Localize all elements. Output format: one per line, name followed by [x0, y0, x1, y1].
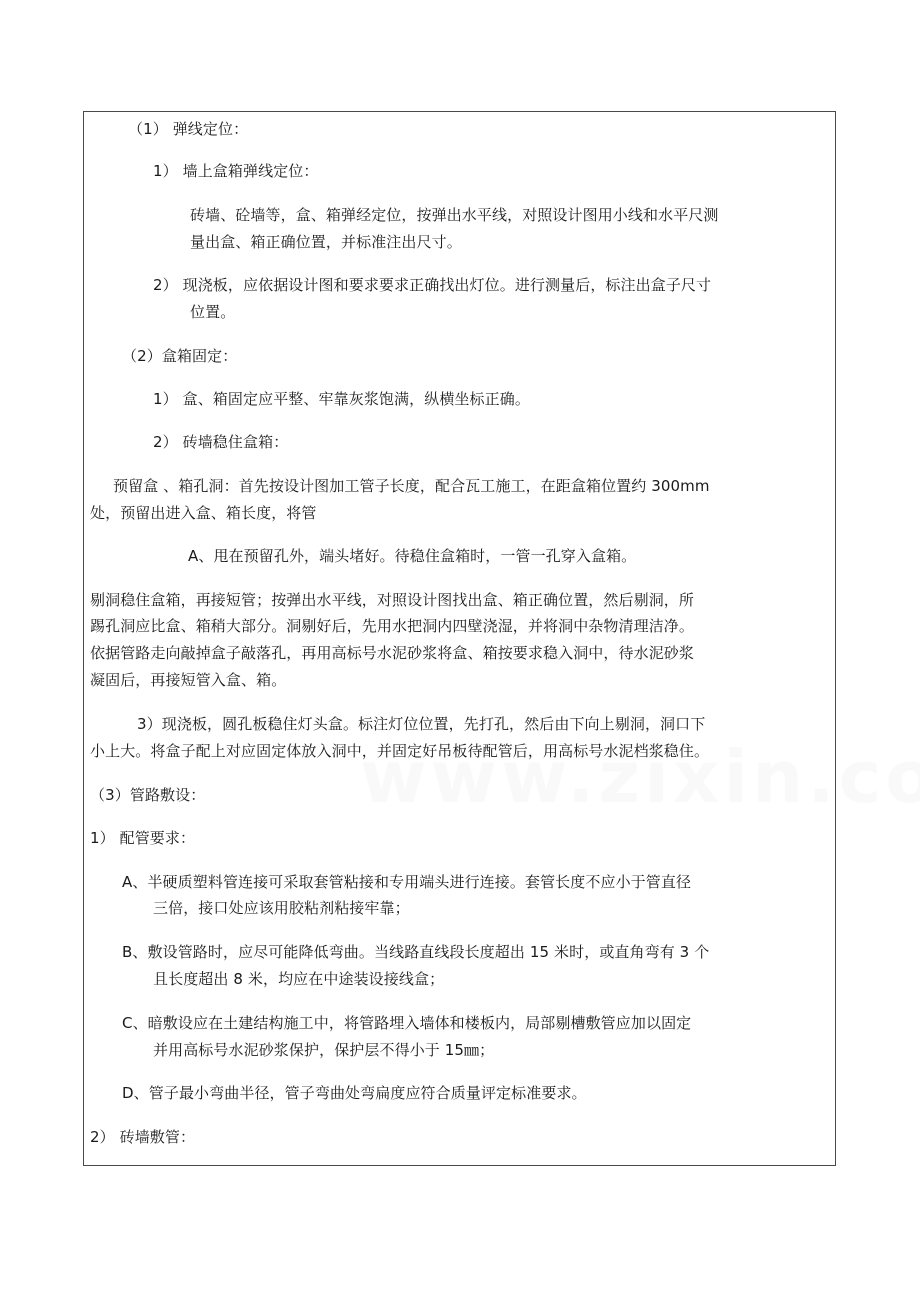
- list-item-a: A、半硬质塑料管连接可采取套管粘接和专用端头进行连接。套管长度不应小于管直径: [122, 873, 692, 891]
- item-2-2-heading: 2） 砖墙稳住盒箱：: [153, 433, 289, 451]
- section-3-heading: （3）管路敷设：: [90, 786, 206, 804]
- paragraph-line: 砖墙、砼墙等，盒、箱弹经定位，按弹出水平线，对照设计图用小线和水平尺测: [190, 206, 719, 224]
- paragraph-line: 依据管路走向敲掉盒子敲落孔，再用高标号水泥砂浆将盒、箱按要求稳入洞中，待水泥砂浆: [90, 644, 695, 662]
- item-2-1-line: 1） 盒、箱固定应平整、牢靠灰浆饱满，纵横坐标正确。: [153, 390, 530, 408]
- item-1-1-heading: 1） 墙上盒箱弹线定位：: [153, 162, 319, 180]
- paragraph-line: A、甩在预留孔外，端头堵好。待稳住盒箱时，一管一孔穿入盒箱。: [188, 547, 637, 565]
- item-2-3-line: 3）现浇板，圆孔板稳住灯头盒。标注灯位位置，先打孔，然后由下向上剔洞，洞口下: [137, 715, 706, 733]
- paragraph-line: 量出盒、箱正确位置，并标准注出尺寸。: [190, 233, 462, 251]
- document-frame: [83, 111, 836, 1166]
- paragraph-line: 且长度超出 8 米，均应在中途装设接线盒；: [153, 970, 445, 988]
- paragraph-line: 剔洞稳住盒箱，再接短管；按弹出水平线，对照设计图找出盒、箱正确位置，然后剔洞，所: [90, 591, 695, 609]
- item-3-2-heading: 2） 砖墙敷管：: [90, 1128, 196, 1146]
- paragraph-line: 凝固后，再接短管入盒、箱。: [90, 671, 287, 689]
- paragraph-line: 小上大。将盒子配上对应固定体放入洞中，并固定好吊板待配管后，用高标号水泥档浆稳住。: [90, 742, 710, 760]
- item-1-2-line: 2） 现浇板，应依据设计图和要求要求正确找出灯位。进行测量后，标注出盒子尺寸: [153, 276, 712, 294]
- item-3-1-heading: 1） 配管要求：: [90, 829, 196, 847]
- paragraph-line: 位置。: [190, 303, 236, 321]
- section-1-heading: （1） 弹线定位：: [128, 120, 249, 138]
- paragraph-line: 处，预留出进入盒、箱长度，将管: [90, 504, 317, 522]
- list-item-b: B、敷设管路时，应尽可能降低弯曲。当线路直线段长度超出 15 米时，或直角弯有 3 个: [122, 943, 710, 961]
- list-item-d: D、管子最小弯曲半径，管子弯曲处弯扁度应符合质量评定标准要求。: [122, 1084, 587, 1102]
- list-item-c: C、暗敷设应在土建结构施工中，将管路埋入墙体和楼板内，局部剔槽敷管应加以固定: [122, 1014, 692, 1032]
- paragraph-line: 踢孔洞应比盒、箱稍大部分。洞剔好后，先用水把洞内四壁浇湿，并将洞中杂物清理洁净。: [90, 617, 695, 635]
- paragraph-line: 三倍，接口处应该用胶粘剂粘接牢靠；: [153, 899, 410, 917]
- section-2-heading: （2）盒箱固定：: [122, 347, 238, 365]
- paragraph-line: 预留盒 、箱孔洞：首先按设计图加工管子长度，配合瓦工施工，在距盒箱位置约 300mm: [113, 477, 710, 495]
- paragraph-line: 并用高标号水泥砂浆保护，保护层不得小于 15㎜；: [153, 1041, 495, 1059]
